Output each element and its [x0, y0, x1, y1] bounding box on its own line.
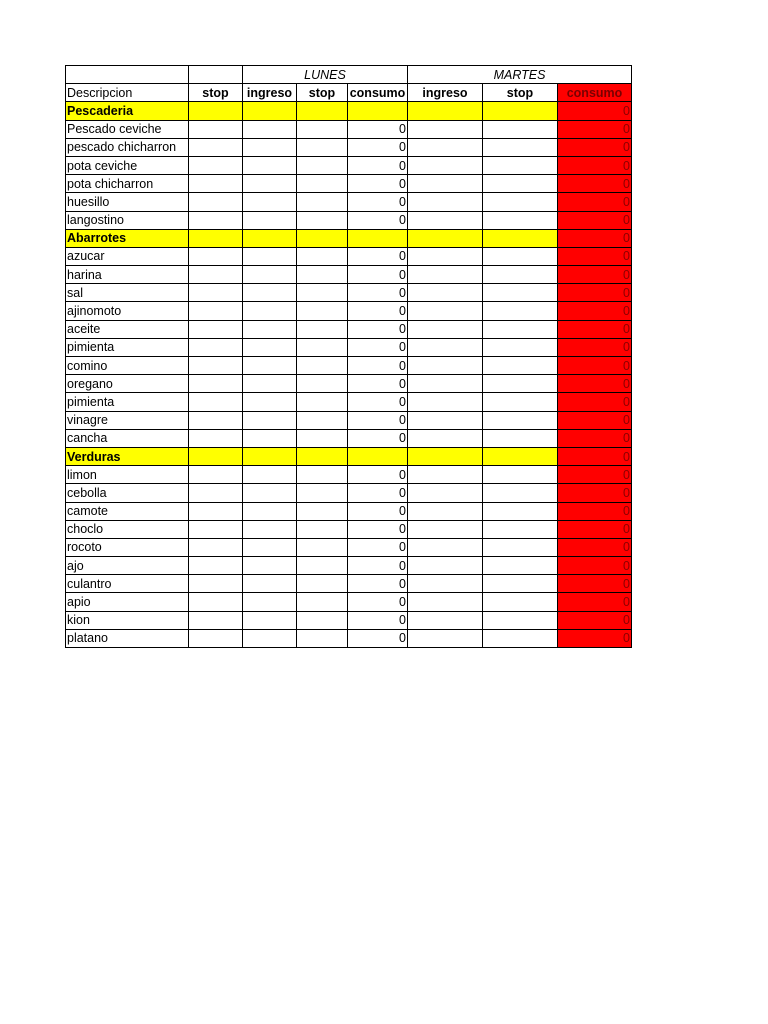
lunes-stop-cell[interactable] [297, 557, 348, 575]
martes-ingreso-cell[interactable] [408, 593, 483, 611]
category-empty-cell[interactable] [243, 229, 297, 247]
stop-cell[interactable] [189, 302, 243, 320]
lunes-consumo-cell[interactable]: 0 [348, 266, 408, 284]
lunes-ingreso-cell[interactable] [243, 120, 297, 138]
stop-cell[interactable] [189, 338, 243, 356]
lunes-consumo-cell[interactable]: 0 [348, 375, 408, 393]
martes-consumo-cell[interactable]: 0 [558, 302, 632, 320]
martes-consumo-cell[interactable]: 0 [558, 375, 632, 393]
category-empty-cell[interactable] [189, 447, 243, 465]
martes-ingreso-cell[interactable] [408, 575, 483, 593]
day-lunes-header[interactable]: LUNES [243, 66, 408, 84]
lunes-ingreso-cell[interactable] [243, 193, 297, 211]
martes-ingreso-cell[interactable] [408, 320, 483, 338]
lunes-stop-cell[interactable] [297, 320, 348, 338]
lunes-consumo-cell[interactable]: 0 [348, 193, 408, 211]
item-row [66, 138, 632, 156]
lunes-consumo-cell[interactable]: 0 [348, 593, 408, 611]
category-empty-cell[interactable] [243, 102, 297, 120]
lunes-ingreso-cell[interactable] [243, 156, 297, 174]
martes-stop-cell[interactable] [483, 411, 558, 429]
category-empty-cell[interactable] [408, 447, 483, 465]
stop-cell[interactable] [189, 393, 243, 411]
category-empty-cell[interactable] [243, 447, 297, 465]
lunes-stop-cell[interactable] [297, 175, 348, 193]
lunes-consumo-cell[interactable]: 0 [348, 520, 408, 538]
lunes-stop-header[interactable]: stop [297, 84, 348, 102]
lunes-ingreso-header[interactable]: ingreso [243, 84, 297, 102]
martes-ingreso-cell[interactable] [408, 302, 483, 320]
martes-stop-cell[interactable] [483, 575, 558, 593]
lunes-stop-cell[interactable] [297, 156, 348, 174]
stop-cell[interactable] [189, 120, 243, 138]
martes-consumo-cell[interactable]: 0 [558, 629, 632, 647]
item-row [66, 338, 632, 356]
category-label[interactable]: Verduras [66, 447, 189, 465]
martes-stop-cell[interactable] [483, 211, 558, 229]
category-empty-cell[interactable] [297, 229, 348, 247]
lunes-stop-cell[interactable] [297, 138, 348, 156]
lunes-consumo-cell[interactable]: 0 [348, 284, 408, 302]
martes-stop-cell[interactable] [483, 484, 558, 502]
martes-ingreso-cell[interactable] [408, 193, 483, 211]
item-name-cell[interactable]: limon [66, 466, 189, 484]
category-empty-cell[interactable] [483, 447, 558, 465]
lunes-ingreso-cell[interactable] [243, 138, 297, 156]
lunes-ingreso-cell[interactable] [243, 266, 297, 284]
category-row [66, 102, 632, 120]
martes-consumo-cell[interactable]: 0 [558, 357, 632, 375]
category-empty-cell[interactable] [189, 102, 243, 120]
item-name-cell[interactable]: kion [66, 611, 189, 629]
martes-ingreso-cell[interactable] [408, 538, 483, 556]
martes-stop-cell[interactable] [483, 393, 558, 411]
item-row [66, 175, 632, 193]
stop-cell[interactable] [189, 375, 243, 393]
lunes-ingreso-cell[interactable] [243, 338, 297, 356]
lunes-stop-cell[interactable] [297, 520, 348, 538]
item-row [66, 484, 632, 502]
martes-stop-cell[interactable] [483, 357, 558, 375]
stop-cell[interactable] [189, 193, 243, 211]
martes-consumo-cell[interactable]: 0 [558, 156, 632, 174]
martes-stop-header[interactable]: stop [483, 84, 558, 102]
lunes-consumo-cell[interactable]: 0 [348, 411, 408, 429]
martes-stop-cell[interactable] [483, 156, 558, 174]
martes-consumo-cell[interactable]: 0 [558, 138, 632, 156]
lunes-ingreso-cell[interactable] [243, 466, 297, 484]
stop-cell[interactable] [189, 484, 243, 502]
item-row [66, 320, 632, 338]
lunes-stop-cell[interactable] [297, 247, 348, 265]
martes-stop-cell[interactable] [483, 193, 558, 211]
descripcion-header[interactable]: Descripcion [66, 84, 189, 102]
martes-consumo-cell[interactable]: 0 [558, 520, 632, 538]
lunes-stop-cell[interactable] [297, 193, 348, 211]
martes-stop-cell[interactable] [483, 557, 558, 575]
stop-cell[interactable] [189, 284, 243, 302]
martes-stop-cell[interactable] [483, 538, 558, 556]
lunes-stop-cell[interactable] [297, 120, 348, 138]
lunes-consumo-cell[interactable]: 0 [348, 138, 408, 156]
item-name-cell[interactable]: camote [66, 502, 189, 520]
category-consumo-cell[interactable]: 0 [558, 229, 632, 247]
martes-ingreso-cell[interactable] [408, 411, 483, 429]
martes-stop-cell[interactable] [483, 466, 558, 484]
item-row [66, 629, 632, 647]
martes-ingreso-cell[interactable] [408, 393, 483, 411]
item-row [66, 193, 632, 211]
martes-consumo-cell[interactable]: 0 [558, 411, 632, 429]
item-row [66, 466, 632, 484]
lunes-consumo-cell[interactable]: 0 [348, 175, 408, 193]
stop-cell[interactable] [189, 175, 243, 193]
stop-cell[interactable] [189, 502, 243, 520]
lunes-stop-cell[interactable] [297, 375, 348, 393]
stop-cell[interactable] [189, 247, 243, 265]
lunes-consumo-cell[interactable]: 0 [348, 156, 408, 174]
lunes-stop-cell[interactable] [297, 211, 348, 229]
category-empty-cell[interactable] [297, 447, 348, 465]
martes-ingreso-cell[interactable] [408, 611, 483, 629]
item-name-cell[interactable]: pimienta [66, 338, 189, 356]
lunes-ingreso-cell[interactable] [243, 247, 297, 265]
item-name-cell[interactable]: Pescado ceviche [66, 120, 189, 138]
martes-consumo-cell[interactable]: 0 [558, 193, 632, 211]
martes-stop-cell[interactable] [483, 120, 558, 138]
lunes-consumo-cell[interactable]: 0 [348, 484, 408, 502]
martes-ingreso-cell[interactable] [408, 284, 483, 302]
item-name-cell[interactable]: harina [66, 266, 189, 284]
stop-cell[interactable] [189, 357, 243, 375]
martes-ingreso-cell[interactable] [408, 429, 483, 447]
item-name-cell[interactable]: cebolla [66, 484, 189, 502]
item-row [66, 502, 632, 520]
item-name-cell[interactable]: ajo [66, 557, 189, 575]
item-row [66, 284, 632, 302]
lunes-consumo-cell[interactable]: 0 [348, 320, 408, 338]
lunes-consumo-cell[interactable]: 0 [348, 247, 408, 265]
martes-ingreso-cell[interactable] [408, 629, 483, 647]
martes-consumo-cell[interactable]: 0 [558, 284, 632, 302]
martes-stop-cell[interactable] [483, 629, 558, 647]
lunes-consumo-cell[interactable]: 0 [348, 393, 408, 411]
stop-cell[interactable] [189, 266, 243, 284]
lunes-consumo-cell[interactable]: 0 [348, 502, 408, 520]
martes-consumo-cell[interactable]: 0 [558, 266, 632, 284]
martes-stop-cell[interactable] [483, 284, 558, 302]
martes-stop-cell[interactable] [483, 338, 558, 356]
lunes-consumo-cell[interactable]: 0 [348, 611, 408, 629]
martes-consumo-cell[interactable]: 0 [558, 557, 632, 575]
martes-consumo-cell[interactable]: 0 [558, 466, 632, 484]
martes-stop-cell[interactable] [483, 502, 558, 520]
martes-ingreso-cell[interactable] [408, 375, 483, 393]
martes-stop-cell[interactable] [483, 429, 558, 447]
lunes-consumo-cell[interactable]: 0 [348, 538, 408, 556]
lunes-consumo-cell[interactable]: 0 [348, 302, 408, 320]
item-row [66, 357, 632, 375]
lunes-consumo-cell[interactable]: 0 [348, 429, 408, 447]
lunes-ingreso-cell[interactable] [243, 411, 297, 429]
stop-cell[interactable] [189, 466, 243, 484]
category-row [66, 229, 632, 247]
item-row [66, 538, 632, 556]
lunes-stop-cell[interactable] [297, 538, 348, 556]
lunes-stop-cell[interactable] [297, 393, 348, 411]
lunes-consumo-cell[interactable]: 0 [348, 357, 408, 375]
category-empty-cell[interactable] [408, 229, 483, 247]
lunes-stop-cell[interactable] [297, 302, 348, 320]
martes-consumo-cell[interactable]: 0 [558, 247, 632, 265]
item-row [66, 593, 632, 611]
lunes-consumo-cell[interactable]: 0 [348, 211, 408, 229]
lunes-consumo-cell[interactable]: 0 [348, 557, 408, 575]
lunes-consumo-cell[interactable]: 0 [348, 629, 408, 647]
item-row [66, 211, 632, 229]
item-name-cell[interactable]: pimienta [66, 393, 189, 411]
item-row [66, 611, 632, 629]
lunes-ingreso-cell[interactable] [243, 357, 297, 375]
lunes-ingreso-cell[interactable] [243, 502, 297, 520]
item-row [66, 429, 632, 447]
martes-ingreso-cell[interactable] [408, 502, 483, 520]
item-name-cell[interactable]: pota chicharron [66, 175, 189, 193]
stop-cell[interactable] [189, 138, 243, 156]
lunes-ingreso-cell[interactable] [243, 557, 297, 575]
item-name-cell[interactable]: vinagre [66, 411, 189, 429]
category-empty-cell[interactable] [348, 102, 408, 120]
martes-ingreso-cell[interactable] [408, 120, 483, 138]
martes-ingreso-cell[interactable] [408, 138, 483, 156]
item-name-cell[interactable]: platano [66, 629, 189, 647]
martes-stop-cell[interactable] [483, 593, 558, 611]
item-name-cell[interactable]: aceite [66, 320, 189, 338]
martes-ingreso-cell[interactable] [408, 211, 483, 229]
martes-ingreso-cell[interactable] [408, 338, 483, 356]
category-empty-cell[interactable] [408, 102, 483, 120]
stop-cell[interactable] [189, 320, 243, 338]
lunes-consumo-cell[interactable]: 0 [348, 466, 408, 484]
lunes-stop-cell[interactable] [297, 266, 348, 284]
martes-consumo-cell[interactable]: 0 [558, 575, 632, 593]
item-name-cell[interactable]: rocoto [66, 538, 189, 556]
column-header-row [66, 84, 632, 102]
category-empty-cell[interactable] [348, 229, 408, 247]
stop-cell[interactable] [189, 593, 243, 611]
martes-stop-cell[interactable] [483, 611, 558, 629]
item-name-cell[interactable]: oregano [66, 375, 189, 393]
martes-ingreso-cell[interactable] [408, 484, 483, 502]
martes-ingreso-cell[interactable] [408, 466, 483, 484]
lunes-ingreso-cell[interactable] [243, 538, 297, 556]
lunes-stop-cell[interactable] [297, 593, 348, 611]
category-consumo-cell[interactable]: 0 [558, 102, 632, 120]
stop-cell[interactable] [189, 611, 243, 629]
item-row [66, 247, 632, 265]
item-row [66, 520, 632, 538]
martes-stop-cell[interactable] [483, 247, 558, 265]
stop-cell[interactable] [189, 629, 243, 647]
item-name-cell[interactable]: comino [66, 357, 189, 375]
stop-cell[interactable] [189, 429, 243, 447]
item-row [66, 375, 632, 393]
lunes-stop-cell[interactable] [297, 411, 348, 429]
item-row [66, 302, 632, 320]
lunes-stop-cell[interactable] [297, 611, 348, 629]
lunes-ingreso-cell[interactable] [243, 375, 297, 393]
item-name-cell[interactable]: sal [66, 284, 189, 302]
martes-ingreso-cell[interactable] [408, 247, 483, 265]
lunes-stop-cell[interactable] [297, 484, 348, 502]
lunes-ingreso-cell[interactable] [243, 593, 297, 611]
lunes-ingreso-cell[interactable] [243, 429, 297, 447]
item-name-cell[interactable]: huesillo [66, 193, 189, 211]
category-consumo-cell[interactable]: 0 [558, 447, 632, 465]
lunes-stop-cell[interactable] [297, 338, 348, 356]
lunes-stop-cell[interactable] [297, 357, 348, 375]
sheet-body [66, 66, 632, 648]
category-empty-cell[interactable] [483, 102, 558, 120]
stop-cell[interactable] [189, 156, 243, 174]
stop-cell[interactable] [189, 538, 243, 556]
stop-cell[interactable] [189, 557, 243, 575]
lunes-stop-cell[interactable] [297, 629, 348, 647]
martes-consumo-cell[interactable]: 0 [558, 393, 632, 411]
martes-consumo-cell[interactable]: 0 [558, 502, 632, 520]
blank-cell[interactable] [66, 66, 189, 84]
martes-stop-cell[interactable] [483, 138, 558, 156]
lunes-ingreso-cell[interactable] [243, 611, 297, 629]
lunes-ingreso-cell[interactable] [243, 629, 297, 647]
martes-ingreso-header[interactable]: ingreso [408, 84, 483, 102]
martes-stop-cell[interactable] [483, 320, 558, 338]
martes-stop-cell[interactable] [483, 302, 558, 320]
lunes-consumo-cell[interactable]: 0 [348, 575, 408, 593]
day-header-row [66, 66, 632, 84]
stop-cell[interactable] [189, 520, 243, 538]
lunes-stop-cell[interactable] [297, 429, 348, 447]
lunes-ingreso-cell[interactable] [243, 520, 297, 538]
stop-cell[interactable] [189, 211, 243, 229]
martes-stop-cell[interactable] [483, 520, 558, 538]
item-name-cell[interactable]: ajinomoto [66, 302, 189, 320]
lunes-ingreso-cell[interactable] [243, 211, 297, 229]
martes-consumo-header[interactable]: consumo [558, 84, 632, 102]
lunes-stop-cell[interactable] [297, 575, 348, 593]
item-name-cell[interactable]: pescado chicharron [66, 138, 189, 156]
lunes-ingreso-cell[interactable] [243, 302, 297, 320]
lunes-consumo-cell[interactable]: 0 [348, 338, 408, 356]
stop-cell[interactable] [189, 411, 243, 429]
martes-stop-cell[interactable] [483, 375, 558, 393]
martes-consumo-cell[interactable]: 0 [558, 593, 632, 611]
stop-cell[interactable] [189, 575, 243, 593]
lunes-ingreso-cell[interactable] [243, 284, 297, 302]
item-row [66, 575, 632, 593]
item-row [66, 411, 632, 429]
item-row [66, 156, 632, 174]
category-label[interactable]: Abarrotes [66, 229, 189, 247]
item-row [66, 120, 632, 138]
item-name-cell[interactable]: apio [66, 593, 189, 611]
martes-consumo-cell[interactable]: 0 [558, 538, 632, 556]
category-label[interactable]: Pescaderia [66, 102, 189, 120]
martes-consumo-cell[interactable]: 0 [558, 320, 632, 338]
item-row [66, 266, 632, 284]
category-empty-cell[interactable] [348, 447, 408, 465]
martes-ingreso-cell[interactable] [408, 175, 483, 193]
lunes-ingreso-cell[interactable] [243, 575, 297, 593]
martes-consumo-cell[interactable]: 0 [558, 338, 632, 356]
lunes-ingreso-cell[interactable] [243, 484, 297, 502]
martes-stop-cell[interactable] [483, 266, 558, 284]
martes-ingreso-cell[interactable] [408, 357, 483, 375]
item-name-cell[interactable]: culantro [66, 575, 189, 593]
lunes-ingreso-cell[interactable] [243, 320, 297, 338]
martes-ingreso-cell[interactable] [408, 266, 483, 284]
martes-ingreso-cell[interactable] [408, 557, 483, 575]
category-empty-cell[interactable] [297, 102, 348, 120]
martes-consumo-cell[interactable]: 0 [558, 120, 632, 138]
lunes-stop-cell[interactable] [297, 502, 348, 520]
item-name-cell[interactable]: choclo [66, 520, 189, 538]
category-row [66, 447, 632, 465]
lunes-consumo-header[interactable]: consumo [348, 84, 408, 102]
item-row [66, 393, 632, 411]
item-row [66, 557, 632, 575]
item-name-cell[interactable]: cancha [66, 429, 189, 447]
item-name-cell[interactable]: pota ceviche [66, 156, 189, 174]
lunes-stop-cell[interactable] [297, 466, 348, 484]
blank-cell[interactable] [189, 66, 243, 84]
martes-consumo-cell[interactable]: 0 [558, 175, 632, 193]
category-empty-cell[interactable] [189, 229, 243, 247]
stop-header[interactable]: stop [189, 84, 243, 102]
lunes-ingreso-cell[interactable] [243, 175, 297, 193]
lunes-stop-cell[interactable] [297, 284, 348, 302]
martes-consumo-cell[interactable]: 0 [558, 211, 632, 229]
day-martes-header[interactable]: MARTES [408, 66, 632, 84]
lunes-ingreso-cell[interactable] [243, 393, 297, 411]
martes-ingreso-cell[interactable] [408, 156, 483, 174]
martes-consumo-cell[interactable]: 0 [558, 484, 632, 502]
inventory-sheet [65, 65, 632, 648]
martes-ingreso-cell[interactable] [408, 520, 483, 538]
item-name-cell[interactable]: langostino [66, 211, 189, 229]
category-empty-cell[interactable] [483, 229, 558, 247]
martes-stop-cell[interactable] [483, 175, 558, 193]
martes-consumo-cell[interactable]: 0 [558, 611, 632, 629]
martes-consumo-cell[interactable]: 0 [558, 429, 632, 447]
item-name-cell[interactable]: azucar [66, 247, 189, 265]
lunes-consumo-cell[interactable]: 0 [348, 120, 408, 138]
